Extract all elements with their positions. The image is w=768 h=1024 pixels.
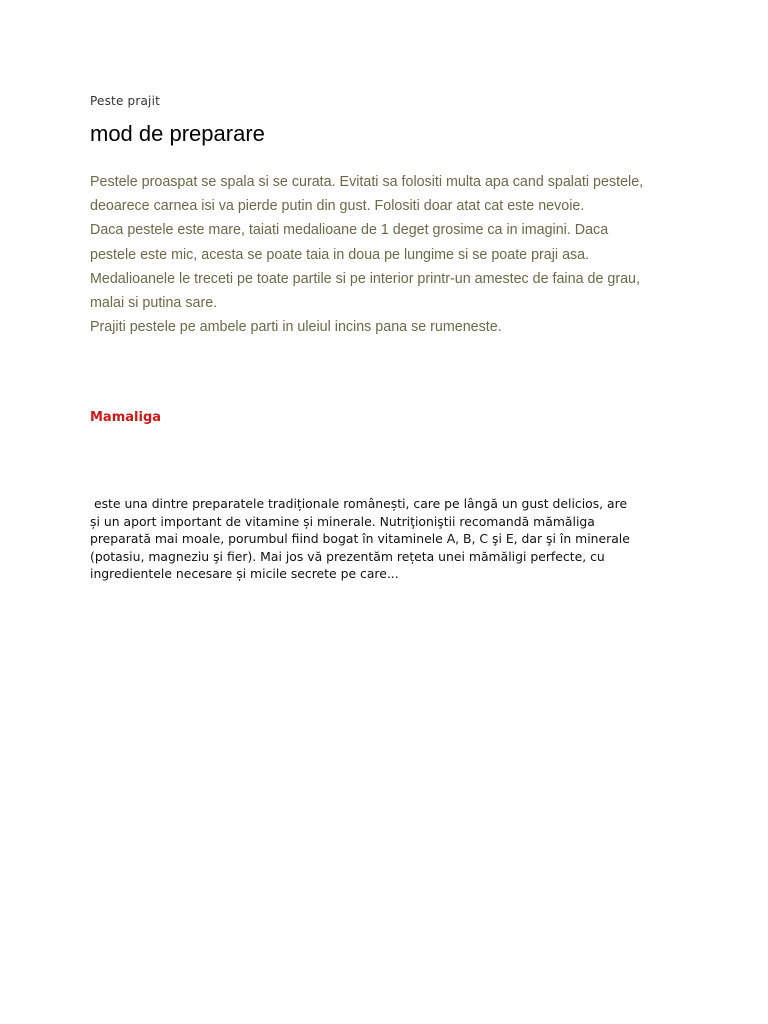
mamaliga-line: și un aport important de vitamine și minerale. Nutriţioniştii recomandă mămăliga [90,513,595,529]
preparation-line: Pestele proaspat se spala si se curata. Evitati sa folositi multa apa cand spalati pestele, [90,174,644,190]
preparation-line: pestele este mic, acesta se poate taia in doua pe lungime si se poate praji asa. [90,246,590,263]
mamaliga-line: preparată mai moale, porumbul fiind bogat în vitaminele A, B, C şi E, dar şi în minerale [90,531,630,546]
preparation-line: malai si putina sare. [90,295,218,312]
recipe-overline: Peste prajit [90,94,161,108]
preparation-text [90,170,680,339]
preparation-line: Medalioanele le treceti pe toate partile si pe interior printr-un amestec de faina de grau, [90,270,640,287]
mamaliga-line: (potasiu, magneziu şi fier). Mai jos vă prezentăm rețeta unei mămăligi perfecte, cu [90,548,605,564]
mamaliga-title: Mamaliga [90,410,162,425]
preparation-line: deoarece carnea isi va pierde putin din gust. Folositi doar atat cat este nevoie. [90,198,585,215]
preparation-line: Daca pestele este mare, taiati medalioane de 1 deget grosime ca in imagini. Daca [90,222,609,239]
mamaliga-description [90,495,680,583]
mamaliga-line: ingredientele necesare și micile secrete pe care... [90,566,399,581]
preparation-line: Prajiti pestele pe ambele parti in uleiul incins pana se rumeneste. [90,319,502,336]
page-title: mod de preparare [90,121,265,146]
mamaliga-line: este una dintre preparatele tradiționale românești, care pe lângă un gust delicios, are [90,496,628,511]
